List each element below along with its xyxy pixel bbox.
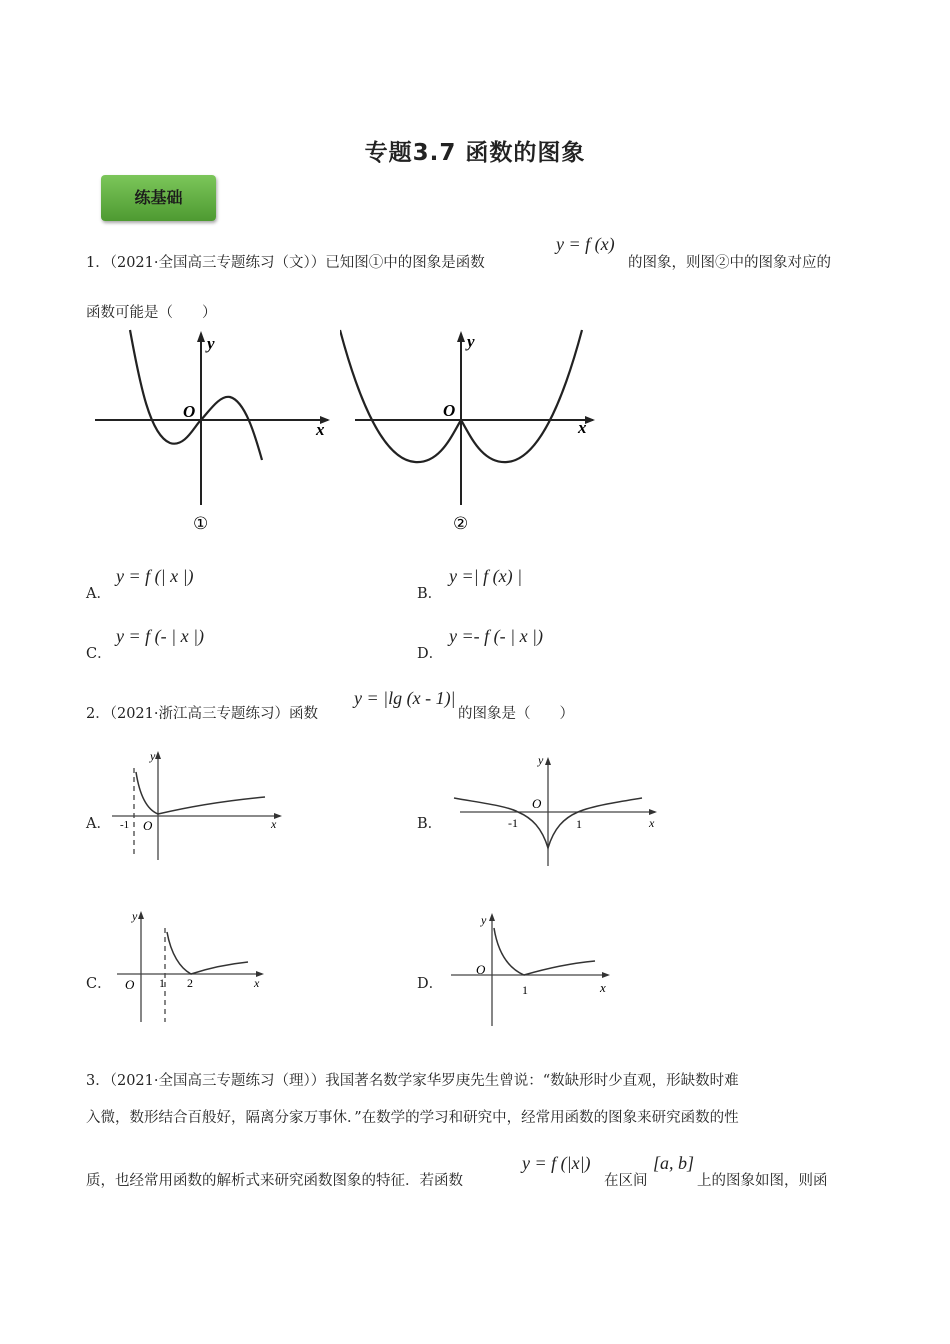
q2-function: y = |lg (x - 1)| [354, 688, 456, 708]
q2b-origin: O [532, 796, 542, 811]
q1-function: y = f (x) [556, 234, 615, 254]
q3-line3-pre: 质，也经常用函数的解析式来研究函数图象的特征．若函数 [86, 1173, 463, 1189]
q2-option-d-graph [448, 908, 618, 1030]
q1-line2: 函数可能是（ ） [86, 305, 217, 321]
q1-fig1-label: ① [193, 514, 209, 533]
q2-option-c-letter: C． [86, 976, 112, 992]
q1-option-d-letter: D． [417, 646, 444, 662]
q3-line3-post: 上的图象如图，则函 [697, 1173, 828, 1189]
q1-option-c-formula: y = f (- | x |) [116, 626, 205, 646]
q1-fig1-origin: O [183, 402, 196, 421]
q1-option-b-formula: y =| f (x) | [449, 566, 523, 586]
q1-option-d-formula: y =- f (- | x |) [449, 626, 543, 646]
q2-option-c-graph [114, 906, 272, 1028]
q1-figure-2 [340, 325, 600, 535]
q1-option-a-formula: y = f (| x |) [116, 566, 194, 586]
q3-function: y = f (|x|) [522, 1153, 591, 1173]
q2-prefix: 2．（2021·浙江高三专题练习）函数 [86, 706, 318, 722]
q2c-y-label: y [132, 909, 138, 923]
q2b-y-label: y [538, 753, 544, 767]
q3-interval: [a, b] [653, 1153, 695, 1173]
q2a-x-label: x [271, 817, 277, 831]
q2-option-d-letter: D． [417, 976, 444, 992]
q2-option-a-graph [112, 748, 287, 866]
q2d-origin: O [476, 962, 486, 977]
q1-option-b-letter: B． [417, 586, 443, 602]
q2-option-b-letter: B． [417, 816, 443, 832]
q2a-y-label: y [150, 749, 156, 763]
q2a-tick-neg1: -1 [120, 819, 130, 831]
q2-suffix: 的图象是（ ） [458, 706, 574, 722]
q2b-tick-neg1: -1 [508, 816, 518, 830]
q1-fig1-x-label: x [316, 420, 325, 439]
q2b-x-label: x [649, 816, 655, 830]
q2-option-b-graph [452, 748, 664, 870]
q2-option-a-letter: A． [86, 816, 111, 832]
q2c-origin: O [125, 977, 135, 992]
q3-line2: 入微，数形结合百般好，隔离分家万事休．”在数学的学习和研究中，经常用函数的图象来研究函数的性 [86, 1110, 739, 1126]
q1-option-c-letter: C． [86, 646, 112, 662]
q1-option-a-letter: A． [86, 586, 111, 602]
q1-fig2-y-label: y [467, 332, 475, 351]
q1-line1-pre: 1．（2021·全国高三专题练习（文））已知图①中的图象是函数 [86, 255, 485, 271]
q1-line1-post: 的图象，则图②中的图象对应的 [628, 255, 831, 271]
section-badge: 练基础 [101, 175, 216, 221]
q2c-x-label: x [254, 976, 260, 990]
q1-fig1-y-label: y [207, 334, 215, 353]
q1-fig2-origin: O [443, 401, 456, 420]
q2d-y-label: y [481, 913, 487, 927]
q2d-tick-1: 1 [522, 983, 528, 997]
q2c-tick-2: 2 [187, 976, 193, 990]
q1-fig2-x-label: x [578, 418, 587, 437]
q2c-tick-1: 1 [159, 976, 165, 990]
q3-line1: 3．（2021·全国高三专题练习（理））我国著名数学家华罗庚先生曾说：“数缺形时少直观，形缺数时难 [86, 1073, 739, 1089]
q2a-origin: O [143, 818, 153, 833]
q2d-x-label: x [600, 980, 606, 995]
q2b-tick-1: 1 [576, 817, 582, 831]
q1-fig2-label: ② [453, 514, 469, 533]
q1-figure-1 [90, 325, 350, 535]
page-title: 专题3.7 函数的图象 [364, 140, 586, 166]
q3-line3-mid: 在区间 [604, 1173, 648, 1189]
